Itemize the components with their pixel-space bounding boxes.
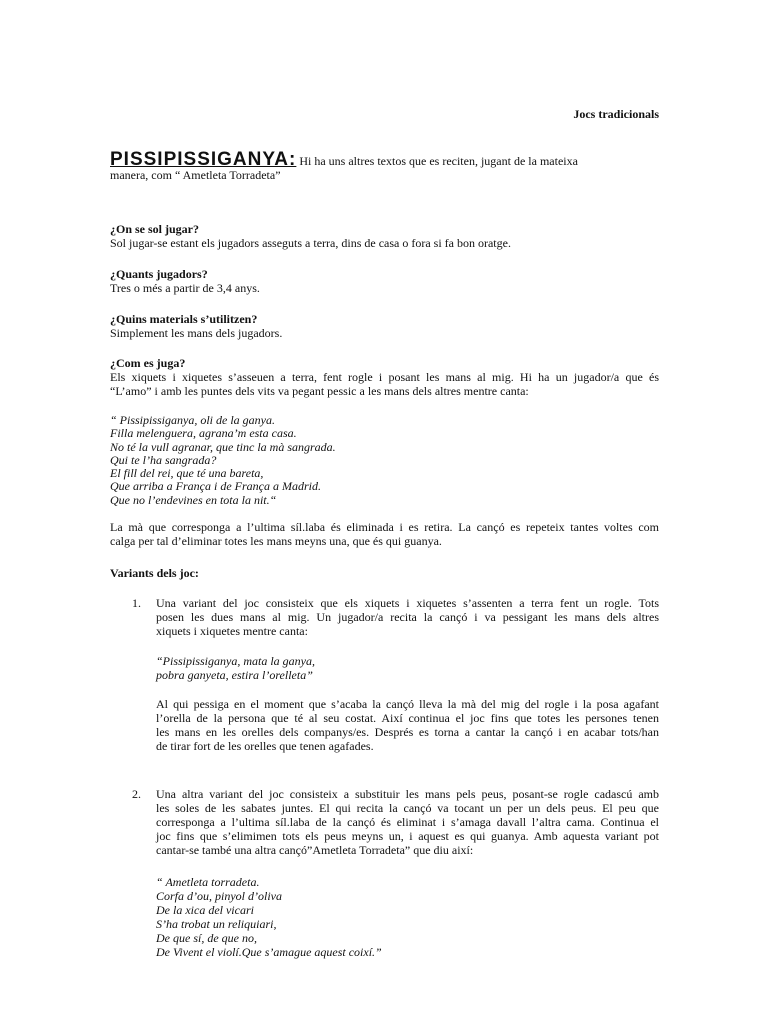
variant-text [156, 596, 659, 638]
list-number: 1. [132, 596, 141, 610]
variant-line: xiquets i xiquetes mentre canta: [156, 624, 308, 638]
song-line: De la xica del vicari [156, 903, 254, 917]
song-line: S’ha trobat un reliquiari, [156, 917, 277, 931]
song-line: “Pissipissiganya, mata la ganya, [156, 654, 316, 668]
section-answer: Tres o més a partir de 3,4 anys. [110, 281, 260, 295]
variant-line: les mans en les orelles dels companys/es. Després es torna a cantar la cançó i en acabar tots/han [156, 725, 659, 739]
rule-line1: La mà que corresponga a l’ultima síl.laba és eliminada i es retira. La cançó es repeteix tantes voltes com [110, 520, 659, 534]
variant-song [156, 875, 659, 959]
variant-text [156, 787, 659, 857]
section-answer: Sol jugar-se estant els jugadors asseguts a terra, dins de casa o fora si fa bon oratge. [110, 236, 511, 250]
variants-heading: Variants dels joc: [110, 566, 199, 580]
section-question: ¿Quants jugadors? [110, 267, 208, 281]
variant-line: corresponga a l’ultima síl.laba de la cançó és eliminat i s’amaga davall l’altra cama. Continua el [156, 815, 659, 829]
list-number: 2. [132, 787, 141, 801]
section-where [110, 222, 659, 250]
variant-line: de tirar fort de les orelles que tenen agafades. [156, 739, 374, 753]
variant-line: les soles de les sabates juntes. El qui recita la cançó va tocant un per un dels peus. El peu que [156, 801, 659, 815]
game-title: PISSIPISSIGANYA: [110, 149, 297, 170]
variant-line: cantar-se també una altra cançó”Ametleta Torradeta” que diu així: [156, 843, 474, 857]
song-line: “ Ametleta torradeta. [156, 875, 260, 889]
section-answer-line1: Els xiquets i xiquetes s’asseuen a terra, fent rogle i posant les mans al mig. Hi ha un jugador/a que és [110, 370, 659, 384]
title-intro-line2: manera, com “ Ametleta Torradeta” [110, 168, 281, 182]
section-how-to-play [110, 356, 659, 398]
song-line: De que sí, de que no, [156, 931, 257, 945]
rule-line2: calga per tal d’eliminar totes les mans meyns una, que és qui guanya. [110, 534, 442, 548]
section-answer: Simplement les mans dels jugadors. [110, 326, 283, 340]
running-header: Jocs tradicionals [573, 107, 659, 121]
song-line: Corfa d’ou, pinyol d’oliva [156, 889, 282, 903]
section-question: ¿On se sol jugar? [110, 222, 200, 236]
variant-line: Al qui pessiga en el moment que s’acaba la cançó lleva la mà del mig del rogle i la posa agafant [156, 697, 659, 711]
variant-song [156, 654, 659, 682]
variant-line: l’orella de la persona que té al seu costat. Així continua el joc fins que totes les persones tenen [156, 711, 659, 725]
variant-line: posen les dues mans al mig. Un jugador/a recita la cançó i va pessigant les mans dels altres [156, 610, 659, 624]
song-poem [110, 414, 336, 507]
poem-line: Que arriba a França i de França a Madrid. [110, 479, 321, 494]
poem-line: No té la vull agranar, que tinc la mà sangrada. [110, 439, 336, 454]
title-paragraph [110, 149, 659, 182]
variant-line: Una altra variant del joc consisteix a substituir les mans pels peus, posant-se rogle cadascú amb [156, 787, 659, 801]
poem-line: El fill del rei, que té una bareta, [110, 466, 264, 481]
poem-line: Filla melenguera, agrana’m esta casa. [110, 426, 297, 441]
rule-paragraph [110, 520, 659, 548]
section-question: ¿Quins materials s’utilitzen? [110, 312, 258, 326]
variant-explanation [156, 697, 659, 753]
section-answer-line2: “L’amo” i amb les puntes dels vits va pegant pessic a les mans dels altres mentre canta: [110, 384, 529, 398]
poem-line: Qui te l’ha sangrada? [110, 452, 217, 467]
section-question: ¿Com es juga? [110, 356, 186, 370]
title-intro-line1: Hi ha uns altres textos que es reciten, jugant de la mateixa [299, 154, 578, 168]
variant-line: Una variant del joc consisteix que els xiquets i xiquetes s’assenten a terra fent un rogle. Tots [156, 596, 659, 610]
poem-line: “ Pissipissiganya, oli de la ganya. [110, 413, 275, 427]
song-line: De Vivent el violí.Que s’amague aquest coixí.” [156, 945, 382, 959]
variant-line: joc fins que s’elimimen tots els peus meyns un, i aquest es qui guanya. Amb aquesta variant pot [156, 829, 659, 843]
section-players [110, 267, 659, 295]
poem-line: Que no l’endevines en tota la nit.“ [110, 492, 277, 507]
song-line: pobra ganyeta, estira l’orelleta” [156, 668, 313, 682]
section-materials [110, 312, 659, 340]
